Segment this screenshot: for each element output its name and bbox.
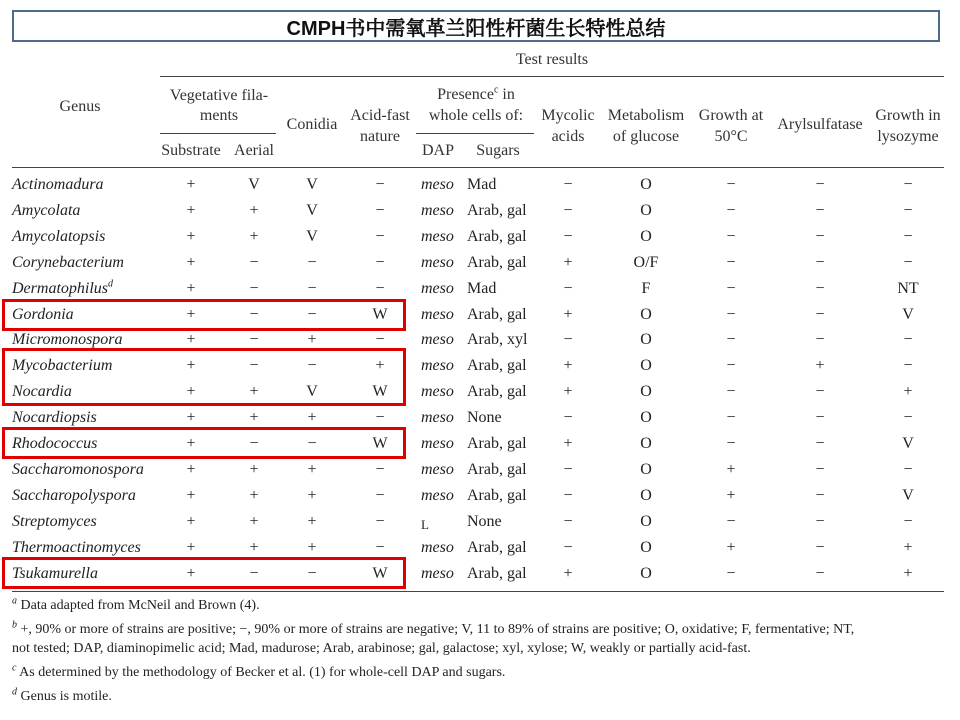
cell-conidia: V bbox=[306, 383, 318, 401]
cell-lysozyme: − bbox=[903, 512, 913, 530]
cell-mycolic: − bbox=[563, 486, 573, 504]
cell-mycolic: − bbox=[563, 279, 573, 297]
cell-aerial: V bbox=[248, 176, 260, 193]
cell-glucose: O bbox=[640, 538, 652, 556]
footnote bbox=[12, 664, 505, 682]
highlight-rhodococcus bbox=[2, 427, 406, 459]
cell-glucose: O bbox=[640, 383, 652, 401]
cell-aerial: + bbox=[249, 201, 259, 219]
cell-growth50: − bbox=[726, 305, 736, 323]
cell-conidia: + bbox=[307, 538, 317, 556]
footnote bbox=[12, 621, 854, 639]
cell-glucose: O bbox=[640, 357, 652, 375]
header-dap: DAP bbox=[421, 142, 455, 159]
cell-substrate: + bbox=[186, 486, 196, 504]
cell-sugars: None bbox=[467, 409, 502, 427]
cell-genus: Amycolatopsis bbox=[12, 227, 106, 245]
header-glucose-line2: of glucose bbox=[612, 128, 680, 145]
highlight-gordonia bbox=[2, 299, 406, 331]
cell-genus: Saccharopolyspora bbox=[12, 486, 136, 504]
cell-conidia: V bbox=[306, 201, 318, 219]
cell-dap: meso bbox=[421, 305, 454, 323]
cell-genus: Tsukamurella bbox=[12, 564, 98, 582]
cell-lysozyme: NT bbox=[897, 279, 919, 297]
cell-substrate: + bbox=[186, 512, 196, 530]
cell-acidfast: − bbox=[375, 460, 385, 478]
highlight-tsukamurella bbox=[2, 557, 406, 589]
cell-acidfast: − bbox=[375, 512, 385, 530]
cell-glucose: O bbox=[640, 486, 652, 504]
cell-sugars: Mad bbox=[467, 279, 497, 297]
cell-lysozyme: − bbox=[903, 253, 913, 271]
cell-genus: Saccharomonospora bbox=[12, 460, 144, 478]
cell-conidia: V bbox=[306, 176, 318, 193]
cell-arylsulfatase: − bbox=[815, 512, 825, 530]
cell-acidfast: − bbox=[375, 486, 385, 504]
cell-dap: meso bbox=[421, 460, 454, 478]
cell-growth50: + bbox=[726, 538, 736, 556]
cell-substrate: + bbox=[186, 279, 196, 297]
cell-aerial: − bbox=[249, 279, 259, 297]
cell-glucose: O bbox=[640, 305, 652, 323]
cell-mycolic: − bbox=[563, 227, 573, 245]
cell-conidia: − bbox=[307, 305, 317, 323]
cell-lysozyme: V bbox=[902, 486, 914, 504]
cell-arylsulfatase: − bbox=[815, 435, 825, 452]
cell-growth50: − bbox=[726, 331, 736, 349]
cell-mycolic: − bbox=[563, 201, 573, 219]
cell-acidfast: − bbox=[375, 538, 385, 556]
cell-lysozyme: − bbox=[903, 409, 913, 427]
header-vegetative-line2: ments bbox=[199, 107, 239, 124]
cell-lysozyme: − bbox=[903, 201, 913, 219]
cell-dap: meso bbox=[421, 253, 454, 271]
cell-lysozyme: + bbox=[903, 383, 913, 401]
cell-dap: meso bbox=[421, 227, 454, 245]
cell-growth50: − bbox=[726, 279, 736, 297]
cell-dap: meso bbox=[421, 486, 454, 504]
cell-conidia: + bbox=[307, 486, 317, 504]
header-genus: Genus bbox=[59, 98, 101, 115]
cell-substrate: + bbox=[186, 538, 196, 556]
cell-arylsulfatase: − bbox=[815, 227, 825, 245]
cell-arylsulfatase: − bbox=[815, 460, 825, 478]
cell-mycolic: − bbox=[563, 409, 573, 427]
cell-mycolic: + bbox=[563, 253, 573, 271]
cell-genus: Rhodococcus bbox=[12, 435, 98, 452]
cell-substrate: + bbox=[186, 357, 196, 375]
header-mycolic-line2: acids bbox=[551, 128, 585, 145]
footnote-text: Data adapted from McNeil and Brown (4). bbox=[17, 598, 260, 613]
cell-lysozyme: V bbox=[902, 305, 914, 323]
cell-conidia: + bbox=[307, 512, 317, 530]
cell-sugars: Arab, gal bbox=[467, 305, 527, 323]
cell-mycolic: − bbox=[563, 176, 573, 193]
cell-aerial: + bbox=[249, 512, 259, 530]
header-growth50-line1: Growth at bbox=[698, 107, 764, 124]
cell-acidfast: − bbox=[375, 409, 385, 427]
cell-genus: Nocardia bbox=[12, 383, 72, 401]
cell-genus: Corynebacterium bbox=[12, 253, 124, 271]
cell-arylsulfatase: − bbox=[815, 538, 825, 556]
footnote-text: +, 90% or more of strains are positive; −, 90% or more of strains are negative; V, 11 to 89% of strains are positive; O, oxidative; F, fermentative; NT, bbox=[17, 622, 855, 637]
cell-glucose: O bbox=[640, 409, 652, 427]
footnote-mark: d bbox=[12, 686, 17, 698]
cell-conidia: V bbox=[306, 227, 318, 245]
header-acidfast-line1: Acid-fast bbox=[350, 107, 410, 124]
cell-growth50: − bbox=[726, 564, 736, 582]
cell-conidia: + bbox=[307, 331, 317, 349]
header-growth50-line2: 50°C bbox=[714, 128, 748, 145]
cell-mycolic: + bbox=[563, 564, 573, 582]
cell-growth50: − bbox=[726, 435, 736, 452]
cell-genus: Streptomyces bbox=[12, 512, 97, 530]
cell-sugars: Arab, gal bbox=[467, 227, 527, 245]
cell-aerial: + bbox=[249, 383, 259, 401]
cell-genus: Thermoactinomyces bbox=[12, 538, 141, 556]
cell-lysozyme: − bbox=[903, 331, 913, 349]
footnote bbox=[12, 597, 260, 615]
header-conidia: Conidia bbox=[286, 116, 338, 133]
cell-glucose: O bbox=[640, 564, 652, 582]
cell-dap: meso bbox=[421, 279, 454, 297]
cell-acidfast: − bbox=[375, 201, 385, 219]
cell-aerial: + bbox=[249, 486, 259, 504]
cell-arylsulfatase: − bbox=[815, 176, 825, 193]
cell-arylsulfatase: − bbox=[815, 305, 825, 323]
cell-dap: meso bbox=[421, 538, 454, 556]
cell-dap: meso bbox=[421, 176, 454, 193]
footnote-text: As determined by the methodology of Becker et al. (1) for whole-cell DAP and sugars. bbox=[16, 665, 506, 680]
cell-dap: L bbox=[421, 516, 429, 532]
cell-acidfast: − bbox=[375, 227, 385, 245]
cell-acidfast: W bbox=[372, 564, 388, 582]
cell-mycolic: + bbox=[563, 305, 573, 323]
cell-acidfast: W bbox=[372, 383, 388, 401]
cell-sugars: Arab, gal bbox=[467, 357, 527, 375]
cell-dap: meso bbox=[421, 564, 454, 582]
header-sugars: Sugars bbox=[476, 142, 520, 159]
cell-conidia: + bbox=[307, 409, 317, 427]
header-presence-line2: whole cells of: bbox=[428, 107, 524, 124]
cell-mycolic: + bbox=[563, 383, 573, 401]
cell-lysozyme: − bbox=[903, 357, 913, 375]
cell-arylsulfatase: − bbox=[815, 486, 825, 504]
cell-sugars: Mad bbox=[467, 176, 497, 193]
cell-acidfast: + bbox=[375, 357, 385, 375]
cell-substrate: + bbox=[186, 383, 196, 401]
footnote-text: Genus is motile. bbox=[17, 689, 112, 704]
genus-footnote-mark: d bbox=[108, 278, 113, 290]
cell-aerial: + bbox=[249, 460, 259, 478]
header-rule-presence bbox=[416, 133, 534, 134]
header-rule-vegetative bbox=[160, 133, 276, 134]
cell-genus: Dermatophilus$^d$ bbox=[12, 278, 113, 297]
cell-arylsulfatase: − bbox=[815, 383, 825, 401]
cell-substrate: + bbox=[186, 435, 196, 452]
cell-aerial: − bbox=[249, 357, 259, 375]
cell-dap: meso bbox=[421, 383, 454, 401]
cell-lysozyme: − bbox=[903, 176, 913, 193]
cell-sugars: Arab, gal bbox=[467, 383, 527, 401]
cell-glucose: O bbox=[640, 460, 652, 478]
header-presence-line1: Presence$^c$ in bbox=[437, 84, 515, 103]
cell-dap: meso bbox=[421, 331, 454, 349]
cell-mycolic: − bbox=[563, 331, 573, 349]
cell-growth50: + bbox=[726, 486, 736, 504]
cell-glucose: O bbox=[640, 435, 652, 452]
cell-genus: Nocardiopsis bbox=[12, 409, 97, 427]
cell-arylsulfatase: − bbox=[815, 279, 825, 297]
cell-mycolic: − bbox=[563, 460, 573, 478]
cell-acidfast: W bbox=[372, 435, 388, 452]
cell-mycolic: − bbox=[563, 538, 573, 556]
cell-substrate: + bbox=[186, 305, 196, 323]
cell-glucose: F bbox=[641, 279, 651, 297]
cell-aerial: − bbox=[249, 331, 259, 349]
cell-dap: meso bbox=[421, 435, 454, 452]
cell-substrate: + bbox=[186, 201, 196, 219]
cell-glucose: O/F bbox=[633, 253, 659, 271]
cell-conidia: − bbox=[307, 253, 317, 271]
cell-genus: Micromonospora bbox=[12, 331, 123, 349]
cell-growth50: − bbox=[726, 201, 736, 219]
cell-dap: meso bbox=[421, 201, 454, 219]
cell-sugars: Arab, gal bbox=[467, 435, 527, 452]
footnote-mark: b bbox=[12, 619, 17, 631]
cell-lysozyme: − bbox=[903, 227, 913, 245]
cell-arylsulfatase: − bbox=[815, 331, 825, 349]
cell-growth50: − bbox=[726, 253, 736, 271]
cell-glucose: O bbox=[640, 331, 652, 349]
cell-sugars: Arab, gal bbox=[467, 253, 527, 271]
cell-sugars: Arab, gal bbox=[467, 460, 527, 478]
header-test-results: Test results bbox=[515, 51, 589, 68]
header-glucose-line1: Metabolism bbox=[607, 107, 685, 124]
footnote-mark: c bbox=[12, 662, 17, 674]
cell-substrate: + bbox=[186, 227, 196, 245]
cell-substrate: + bbox=[186, 460, 196, 478]
footnote-mark: a bbox=[12, 595, 17, 607]
cell-substrate: + bbox=[186, 564, 196, 582]
cell-growth50: − bbox=[726, 176, 736, 193]
cell-glucose: O bbox=[640, 176, 652, 193]
cell-conidia: + bbox=[307, 460, 317, 478]
cell-sugars: Arab, gal bbox=[467, 201, 527, 219]
footnote bbox=[12, 640, 751, 658]
cell-arylsulfatase: − bbox=[815, 564, 825, 582]
cell-glucose: O bbox=[640, 512, 652, 530]
header-lysozyme-line2: lysozyme bbox=[877, 128, 939, 145]
cell-genus: Amycolata bbox=[12, 201, 81, 219]
cell-arylsulfatase: − bbox=[815, 253, 825, 271]
cell-sugars: Arab, gal bbox=[467, 538, 527, 556]
cell-sugars: Arab, gal bbox=[467, 486, 527, 504]
header-substrate: Substrate bbox=[161, 142, 221, 159]
cell-acidfast: − bbox=[375, 279, 385, 297]
cell-dap: meso bbox=[421, 357, 454, 375]
footnote-text: not tested; DAP, diaminopimelic acid; Mad, madurose; Arab, arabinose; gal, galactose; xyl, xylose; W, weakly or partially acid-fast. bbox=[12, 641, 751, 656]
cell-glucose: O bbox=[640, 201, 652, 219]
cell-arylsulfatase: − bbox=[815, 409, 825, 427]
cell-sugars: Arab, xyl bbox=[467, 331, 528, 349]
cell-aerial: + bbox=[249, 409, 259, 427]
cell-substrate: + bbox=[186, 409, 196, 427]
cell-mycolic: + bbox=[563, 357, 573, 375]
cell-acidfast: − bbox=[375, 176, 385, 193]
cell-sugars: Arab, gal bbox=[467, 564, 527, 582]
cell-substrate: + bbox=[186, 176, 196, 193]
cell-growth50: − bbox=[726, 383, 736, 401]
cell-aerial: − bbox=[249, 435, 259, 452]
cell-conidia: − bbox=[307, 279, 317, 297]
cell-substrate: + bbox=[186, 253, 196, 271]
cell-lysozyme: V bbox=[902, 435, 914, 452]
cell-conidia: − bbox=[307, 435, 317, 452]
cell-growth50: − bbox=[726, 512, 736, 530]
cell-growth50: − bbox=[726, 227, 736, 245]
cell-dap: meso bbox=[421, 409, 454, 427]
cell-mycolic: + bbox=[563, 435, 573, 452]
cell-glucose: O bbox=[640, 227, 652, 245]
highlight-mycobacterium-nocardia bbox=[2, 348, 406, 406]
table-rule-bottom bbox=[12, 591, 944, 592]
header-aerial: Aerial bbox=[234, 142, 274, 159]
header-rule-bottom bbox=[12, 167, 944, 168]
header-lysozyme-line1: Growth in bbox=[875, 107, 941, 124]
cell-lysozyme: − bbox=[903, 460, 913, 478]
cell-growth50: − bbox=[726, 357, 736, 375]
header-rule-top bbox=[160, 76, 944, 77]
cell-mycolic: − bbox=[563, 512, 573, 530]
cell-lysozyme: + bbox=[903, 564, 913, 582]
cell-lysozyme: + bbox=[903, 538, 913, 556]
cell-acidfast: − bbox=[375, 331, 385, 349]
header-arylsulfatase: Arylsulfatase bbox=[777, 116, 863, 133]
cell-arylsulfatase: + bbox=[815, 357, 825, 375]
cell-genus: Mycobacterium bbox=[12, 357, 113, 375]
cell-substrate: + bbox=[186, 331, 196, 349]
cell-genus: Actinomadura bbox=[12, 176, 104, 193]
cell-aerial: + bbox=[249, 538, 259, 556]
header-mycolic-line1: Mycolic bbox=[541, 107, 595, 124]
cell-genus: Gordonia bbox=[12, 305, 74, 323]
header-vegetative-line1: Vegetative fila- bbox=[169, 87, 269, 104]
cell-sugars: None bbox=[467, 512, 502, 530]
cell-aerial: + bbox=[249, 227, 259, 245]
page-title: CMPH书中需氧革兰阳性杆菌生长特性总结 bbox=[12, 10, 940, 42]
cell-conidia: − bbox=[307, 357, 317, 375]
cell-growth50: + bbox=[726, 460, 736, 478]
cell-aerial: − bbox=[249, 564, 259, 582]
cell-acidfast: W bbox=[372, 305, 388, 323]
cell-aerial: − bbox=[249, 253, 259, 271]
cell-aerial: − bbox=[249, 305, 259, 323]
cell-conidia: − bbox=[307, 564, 317, 582]
header-acidfast-line2: nature bbox=[360, 128, 400, 145]
footnote bbox=[12, 688, 112, 706]
cell-arylsulfatase: − bbox=[815, 201, 825, 219]
cell-growth50: − bbox=[726, 409, 736, 427]
cell-acidfast: − bbox=[375, 253, 385, 271]
